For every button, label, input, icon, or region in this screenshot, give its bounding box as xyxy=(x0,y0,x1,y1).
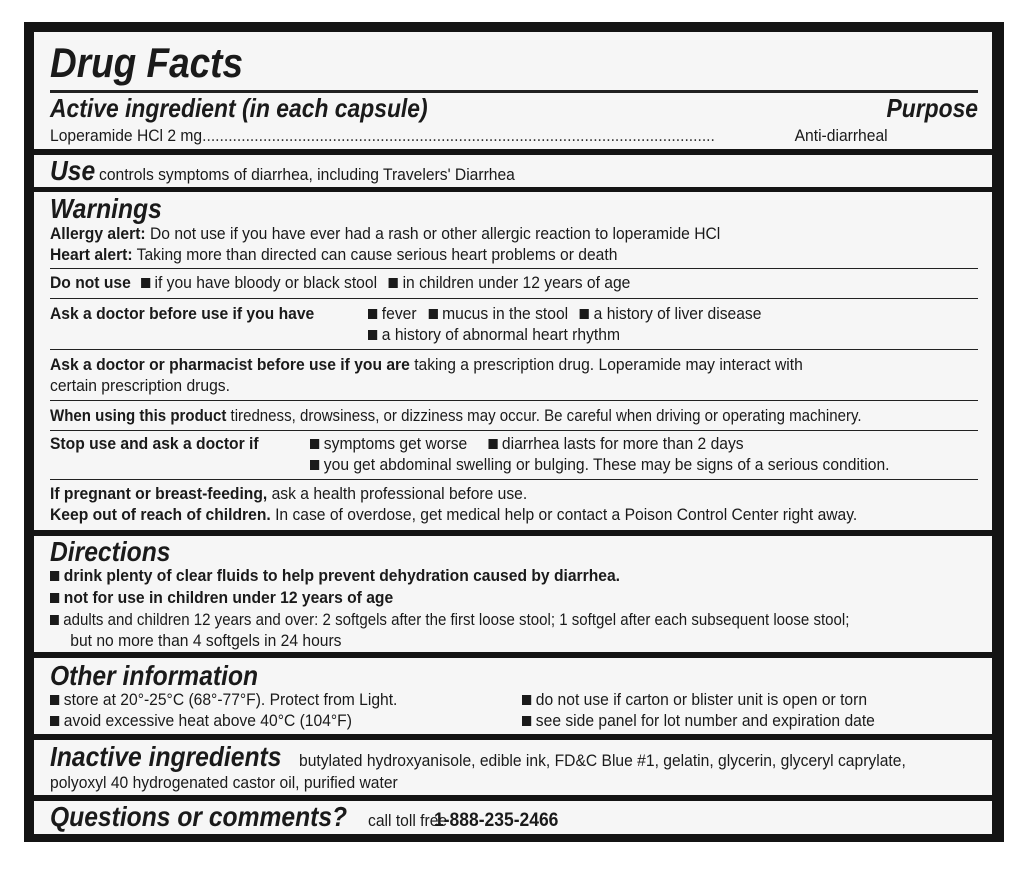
stop-use-label: Stop use and ask a doctor if xyxy=(50,434,259,453)
heart-label: Heart alert: xyxy=(50,245,133,264)
warnings-rule-1 xyxy=(50,268,978,269)
do-not-use-item: in children under 12 years of age xyxy=(402,273,631,292)
directions-panel xyxy=(34,536,992,652)
bullet-square-icon xyxy=(50,571,59,581)
other-item: see side panel for lot number and expiration date xyxy=(535,711,875,730)
heart-text: Taking more than directed can cause serious heart problems or death xyxy=(136,245,618,264)
direction-item: drink plenty of clear fluids to help prevent dehydration caused by diarrhea. xyxy=(63,566,621,585)
bullet-square-icon xyxy=(368,330,377,340)
stop-use-item: symptoms get worse xyxy=(323,434,468,453)
ask-doctor xyxy=(50,303,978,347)
bullet-square-icon xyxy=(522,716,531,726)
use-panel xyxy=(34,155,992,187)
inactive-row xyxy=(50,742,978,793)
other-item: do not use if carton or blister unit is open or torn xyxy=(535,690,868,709)
drug-facts-label xyxy=(24,22,1004,842)
bullet-square-icon xyxy=(310,439,319,449)
bullet-square-icon xyxy=(368,309,377,319)
purpose-heading: Purpose xyxy=(886,93,978,123)
when-using-label: When using this product xyxy=(50,406,227,425)
other-heading-row xyxy=(50,662,978,690)
ask-pharmacist-text: taking a prescription drug. Loperamide may interact with xyxy=(414,355,803,374)
ask-doctor-item: fever xyxy=(381,304,417,323)
other-information-heading: Other information xyxy=(50,660,259,691)
directions-heading: Directions xyxy=(50,536,171,567)
pregnant-keep xyxy=(50,483,978,525)
direction-item: adults and children 12 years and over: 2 softgels after the first loose stool; 1 softgel after each subsequent loose stool; xyxy=(63,610,850,629)
keep-out-text: In case of overdose, get medical help or contact a Poison Control Center right away. xyxy=(275,505,858,524)
active-ingredient-row xyxy=(50,125,978,146)
warnings-rule-2 xyxy=(50,298,978,299)
phone-number: 1-888-235-2466 xyxy=(433,810,559,831)
use-heading: Use xyxy=(50,155,96,186)
bullet-square-icon xyxy=(389,278,398,288)
other-item: avoid excessive heat above 40°C (104°F) xyxy=(63,711,352,730)
allergy-text: Do not use if you have ever had a rash or other allergic reaction to loperamide HCl xyxy=(149,224,721,243)
ask-doctor-item: mucus in the stool xyxy=(442,304,569,323)
use-row xyxy=(50,156,978,186)
warnings-rule-6 xyxy=(50,479,978,480)
pregnant-text: ask a health professional before use. xyxy=(271,484,528,503)
inactive-ingredients-panel xyxy=(34,740,992,795)
directions-list xyxy=(50,565,978,651)
bullet-square-icon xyxy=(310,460,319,470)
ask-doctor-label: Ask a doctor before use if you have xyxy=(50,304,315,323)
when-using xyxy=(50,405,978,426)
use-text: controls symptoms of diarrhea, including Travelers' Diarrhea xyxy=(99,165,516,184)
pregnant-label: If pregnant or breast-feeding, xyxy=(50,484,268,503)
do-not-use-label: Do not use xyxy=(50,273,131,292)
warnings-heading: Warnings xyxy=(50,193,162,224)
bullet-square-icon xyxy=(50,716,59,726)
heart-alert xyxy=(50,244,978,265)
ask-doctor-item: a history of liver disease xyxy=(593,304,762,323)
ask-pharmacist xyxy=(50,354,978,396)
other-item: store at 20°-25°C (68°-77°F). Protect from Light. xyxy=(63,690,398,709)
bullet-square-icon xyxy=(141,278,150,288)
questions-row xyxy=(50,802,978,832)
bullet-square-icon xyxy=(50,615,59,625)
questions-panel xyxy=(34,801,992,834)
warnings-rule-4 xyxy=(50,400,978,401)
stop-use-item: diarrhea lasts for more than 2 days xyxy=(501,434,744,453)
directions-heading-row xyxy=(50,538,978,566)
other-list xyxy=(50,689,978,731)
ask-pharmacist-label: Ask a doctor or pharmacist before use if you are xyxy=(50,355,410,374)
active-ingredient-panel xyxy=(34,32,992,149)
warnings-rule-5 xyxy=(50,430,978,431)
ask-pharmacist-text-cont: certain prescription drugs. xyxy=(50,376,230,395)
allergy-label: Allergy alert: xyxy=(50,224,146,243)
inactive-ingredients-heading: Inactive ingredients xyxy=(50,741,282,772)
active-ingredient-heading: Active ingredient (in each capsule) xyxy=(50,93,428,123)
allergy-alert xyxy=(50,223,978,244)
direction-item: not for use in children under 12 years of age xyxy=(63,588,394,607)
inactive-ingredients-text: butylated hydroxyanisole, edible ink, FD&C Blue #1, gelatin, glycerin, glyceryl caprylate, xyxy=(298,751,906,770)
ask-doctor-item: a history of abnormal heart rhythm xyxy=(381,325,620,344)
stop-use-item: you get abdominal swelling or bulging. These may be signs of a serious condition. xyxy=(323,455,890,474)
questions-text: call toll free xyxy=(367,811,447,830)
when-using-text: tiredness, drowsiness, or dizziness may occur. Be careful when driving or operating machinery. xyxy=(230,406,862,425)
leader-dots: ...................................................................................................................... xyxy=(202,126,715,145)
warnings-panel xyxy=(34,192,992,530)
bullet-square-icon xyxy=(428,309,437,319)
bullet-square-icon xyxy=(50,695,59,705)
stop-use xyxy=(50,433,978,477)
direction-item-cont: but no more than 4 softgels in 24 hours xyxy=(70,631,342,650)
warnings-heading-row xyxy=(50,194,978,224)
bullet-square-icon xyxy=(522,695,531,705)
do-not-use-item: if you have bloody or black stool xyxy=(154,273,378,292)
keep-out-label: Keep out of reach of children. xyxy=(50,505,271,524)
drug-facts-title: Drug Facts xyxy=(50,39,244,86)
bullet-square-icon xyxy=(50,593,59,603)
bullet-square-icon xyxy=(488,439,497,449)
warnings-rule-3 xyxy=(50,349,978,350)
do-not-use xyxy=(50,272,978,293)
ingredient-purpose: Anti-diarrheal xyxy=(794,126,888,145)
questions-heading: Questions or comments? xyxy=(50,801,348,832)
bullet-square-icon xyxy=(580,309,589,319)
active-heading-row xyxy=(50,93,978,123)
other-information-panel xyxy=(34,658,992,734)
ingredient-name: Loperamide HCl 2 mg xyxy=(50,126,203,145)
inactive-ingredients-text-cont: polyoxyl 40 hydrogenated castor oil, purified water xyxy=(50,773,398,792)
